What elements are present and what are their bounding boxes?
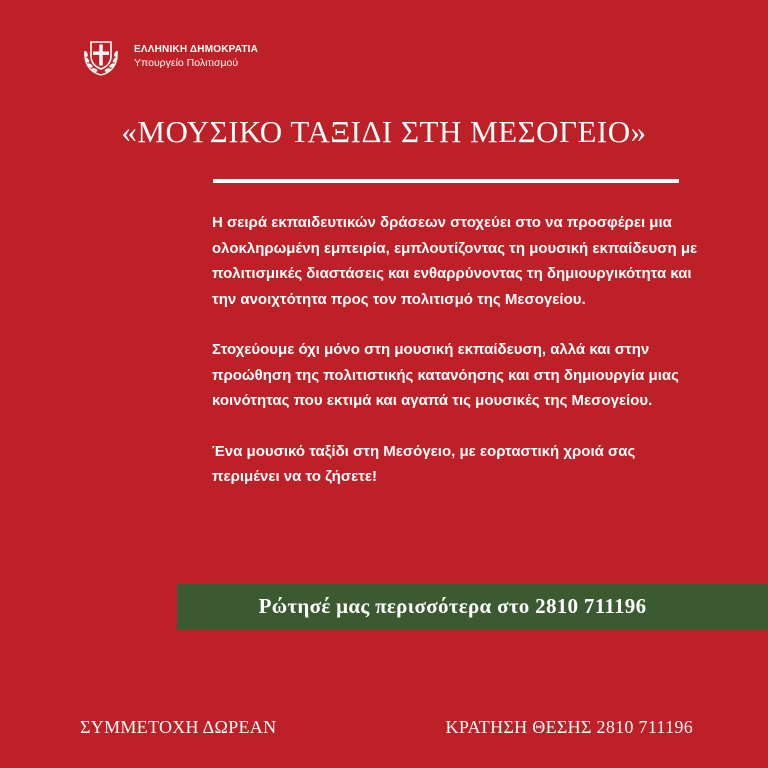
description-text — [212, 210, 702, 515]
contact-banner — [177, 584, 768, 629]
paragraph-2: Στοχεύουμε όχι μόνο στη μουσική εκπαίδευση, αλλά και στην προώθηση της πολιτιστικής κατανόησης και στη δημιουργία μιας κοινότητας που εκτιμά και αγαπά τις μουσικές της Μεσογείου. — [212, 341, 679, 409]
greek-coat-of-arms-icon — [80, 36, 122, 78]
ministry-logo — [80, 36, 258, 78]
paragraph-1: Η σειρά εκπαιδευτικών δράσεων στοχεύει στο να προσφέρει μια ολοκληρωμένη εμπειρία, εμπλουτίζοντας τη μουσική εκπαίδευση με πολιτισμικές διαστάσεις και ενθαρρύνοντας τη δημιουργικότητα και την ανοιχτότητα προς τον πολιτισμό της Μεσογείου. — [212, 214, 698, 308]
contact-banner-text: Ρώτησέ μας περισσότερα στο 2810 711196 — [258, 594, 647, 618]
free-participation-label: ΣΥΜΜΕΤΟΧΗ ΔΩΡΕΑΝ — [80, 717, 277, 737]
ministry-name: Υπουργείο Πολιτισμού — [134, 56, 239, 69]
reservation-phone-label: ΚΡΑΤΗΣΗ ΘΕΣΗΣ 2810 711196 — [445, 717, 693, 737]
paragraph-3: Ένα μουσικό ταξίδι στη Μεσόγειο, με εορταστική χροιά σας περιμένει να το ζήσετε! — [212, 442, 636, 485]
org-name: ΕΛΛΗΝΙΚΗ ΔΗΜΟΚΡΑΤΙΑ — [134, 44, 259, 56]
title-divider — [213, 179, 679, 183]
page-title: «ΜΟΥΣΙΚΟ ΤΑΞΙΔΙ ΣΤΗ ΜΕΣΟΓΕΙΟ» — [121, 114, 647, 149]
